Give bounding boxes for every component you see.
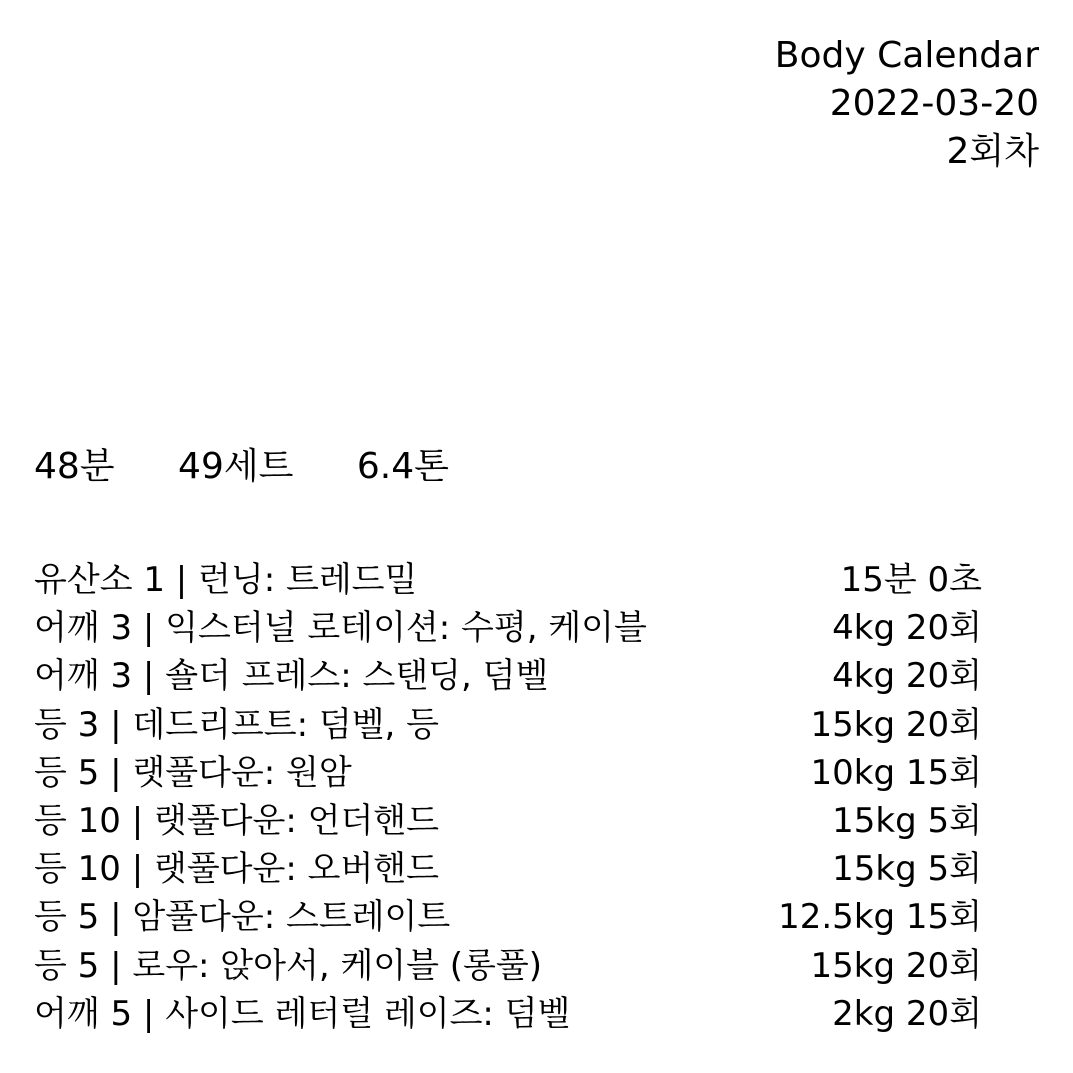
exercise-value: 4kg 20회 <box>832 608 982 649</box>
exercise-value: 15kg 5회 <box>832 849 982 890</box>
workout-date: 2022-03-20 <box>829 83 1039 124</box>
exercise-row <box>34 556 982 604</box>
workout-summary <box>34 442 449 492</box>
exercise-row <box>34 749 982 797</box>
exercise-name: 어깨 3 | 익스터널 로테이션: 수평, 케이블 <box>34 608 647 649</box>
exercise-name: 등 10 | 랫풀다운: 언더핸드 <box>34 801 439 842</box>
exercise-row <box>34 652 982 700</box>
exercise-name: 등 10 | 랫풀다운: 오버핸드 <box>34 849 439 890</box>
exercise-value: 15분 0초 <box>840 560 982 600</box>
exercise-value: 15kg 20회 <box>810 945 982 986</box>
exercise-row <box>34 604 982 652</box>
exercise-name: 유산소 1 | 런닝: 트레드밀 <box>34 560 418 600</box>
exercise-row <box>34 845 982 893</box>
exercise-value: 15kg 5회 <box>832 801 982 842</box>
exercise-row <box>34 797 982 845</box>
app-title: Body Calendar <box>774 35 1039 76</box>
summary-sets: 49세트 <box>178 446 294 487</box>
summary-volume: 6.4톤 <box>356 446 449 487</box>
exercise-row <box>34 701 982 749</box>
exercise-name: 어깨 5 | 사이드 레터럴 레이즈: 덤벨 <box>34 993 571 1034</box>
exercise-value: 15kg 20회 <box>810 704 982 745</box>
exercise-row <box>34 990 982 1038</box>
exercise-name: 등 5 | 랫풀다운: 원암 <box>34 752 352 793</box>
exercise-value: 4kg 20회 <box>832 656 982 697</box>
header <box>775 32 1039 176</box>
exercise-value: 2kg 20회 <box>832 993 982 1034</box>
exercise-row <box>34 942 982 990</box>
exercise-list <box>34 556 982 1038</box>
exercise-name: 어깨 3 | 숄더 프레스: 스탠딩, 덤벨 <box>34 656 549 697</box>
session-count: 2회차 <box>946 131 1039 172</box>
exercise-row <box>34 893 982 941</box>
exercise-value: 12.5kg 15회 <box>778 897 982 938</box>
summary-duration: 48분 <box>34 446 115 487</box>
exercise-name: 등 5 | 로우: 앉아서, 케이블 (롱풀) <box>34 945 543 986</box>
exercise-name: 등 3 | 데드리프트: 덤벨, 등 <box>34 704 439 745</box>
exercise-name: 등 5 | 암풀다운: 스트레이트 <box>34 897 451 938</box>
exercise-value: 10kg 15회 <box>810 752 982 793</box>
